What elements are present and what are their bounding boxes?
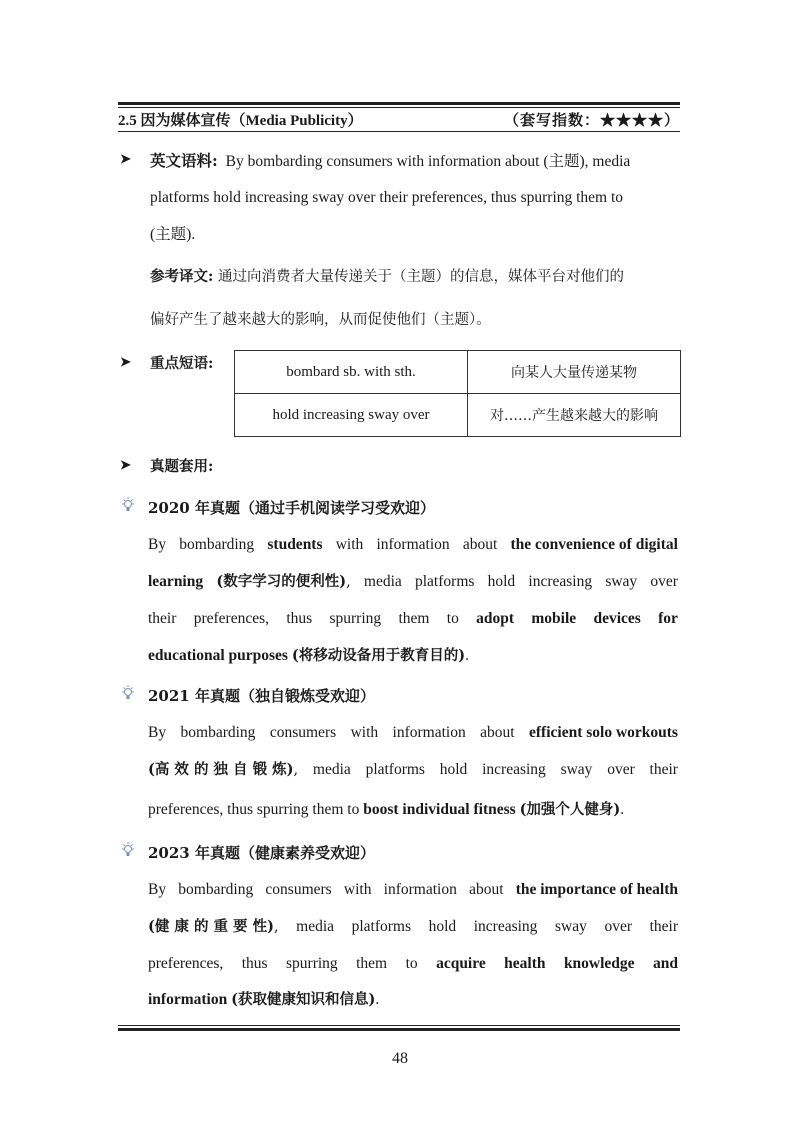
top-rule — [118, 102, 680, 105]
footer-rule — [118, 1028, 680, 1031]
exam-2023-line-3: preferences, thus spurring them to acquire health knowledge and — [148, 955, 678, 972]
table-row — [235, 394, 681, 437]
header-divider — [118, 131, 680, 132]
phrase-en: bombard sb. with sth. — [235, 351, 468, 394]
bullet-arrow-icon: ➤ — [120, 457, 131, 472]
phrase-cn: 对……产生越来越大的影响 — [468, 394, 681, 437]
translation-line-1 — [150, 266, 624, 288]
lightbulb-icon — [121, 685, 135, 701]
english-source-label: 英文语料: — [150, 151, 218, 170]
exam-2023-line-4: information (获取健康知识和信息). — [148, 991, 380, 1008]
exam-2023-line-1: By bombarding consumers with information about the importance of health — [148, 881, 678, 898]
bullet-arrow-icon: ➤ — [120, 354, 131, 369]
key-phrases-label: 重点短语: — [150, 355, 214, 372]
english-source-line-1 — [150, 150, 630, 173]
applications-label: 真题套用: — [150, 458, 214, 475]
bullet-arrow-icon: ➤ — [120, 151, 131, 166]
english-source-line-2: platforms hold increasing sway over their preferences, thus spurring them to — [150, 189, 624, 206]
english-source-text-1: By bombarding consumers with information about (主题), media — [225, 153, 631, 170]
exam-2020-line-2: learning (数字学习的便利性), media platforms hold increasing sway over — [148, 573, 678, 590]
lightbulb-icon — [121, 497, 135, 513]
key-phrases-table — [234, 350, 681, 437]
english-source-line-3: (主题). — [150, 226, 196, 243]
section-title: 2.5 因为媒体宣传（Media Publicity） — [118, 113, 363, 129]
translation-label: 参考译文: — [150, 268, 214, 285]
exam-2020-line-3: their preferences, thus spurring them to adopt mobile devices for — [148, 610, 678, 627]
exam-2021-title: 2021 年真题（独自锻炼受欢迎） — [148, 687, 375, 705]
exam-2023-title: 2023 年真题（健康素养受欢迎） — [148, 844, 375, 862]
exam-2021-line-3: preferences, thus spurring them to boost individual fitness (加强个人健身). — [148, 801, 625, 818]
table-row — [235, 351, 681, 394]
exam-2021-line-2: (高 效 的 独 自 锻 炼), media platforms hold increasing sway over their — [148, 761, 678, 778]
top-rule-thin — [118, 107, 680, 108]
exam-2020-line-1: By bombarding students with information about the convenience of digital — [148, 536, 678, 553]
exam-2021-line-1: By bombarding consumers with information about efficient solo workouts — [148, 724, 678, 741]
lightbulb-icon — [121, 842, 135, 858]
phrase-cn: 向某人大量传递某物 — [468, 351, 681, 394]
exam-2020-line-4: educational purposes (将移动设备用于教育目的). — [148, 647, 469, 664]
section-index-rating: （套写指数：★★★★） — [503, 113, 680, 129]
exam-2023-line-2: (健 康 的 重 要 性), media platforms hold increasing sway over their — [148, 918, 678, 935]
page-number: 48 — [392, 1050, 408, 1067]
footer-rule-thin — [118, 1025, 680, 1026]
phrase-en: hold increasing sway over — [235, 394, 468, 437]
translation-line-2: 偏好产生了越来越大的影响，从而促使他们（主题）。 — [150, 312, 491, 328]
translation-text-1: 通过向消费者大量传递关于（主题）的信息，媒体平台对他们的 — [217, 269, 624, 285]
exam-2020-title: 2020 年真题（通过手机阅读学习受欢迎） — [148, 499, 435, 517]
